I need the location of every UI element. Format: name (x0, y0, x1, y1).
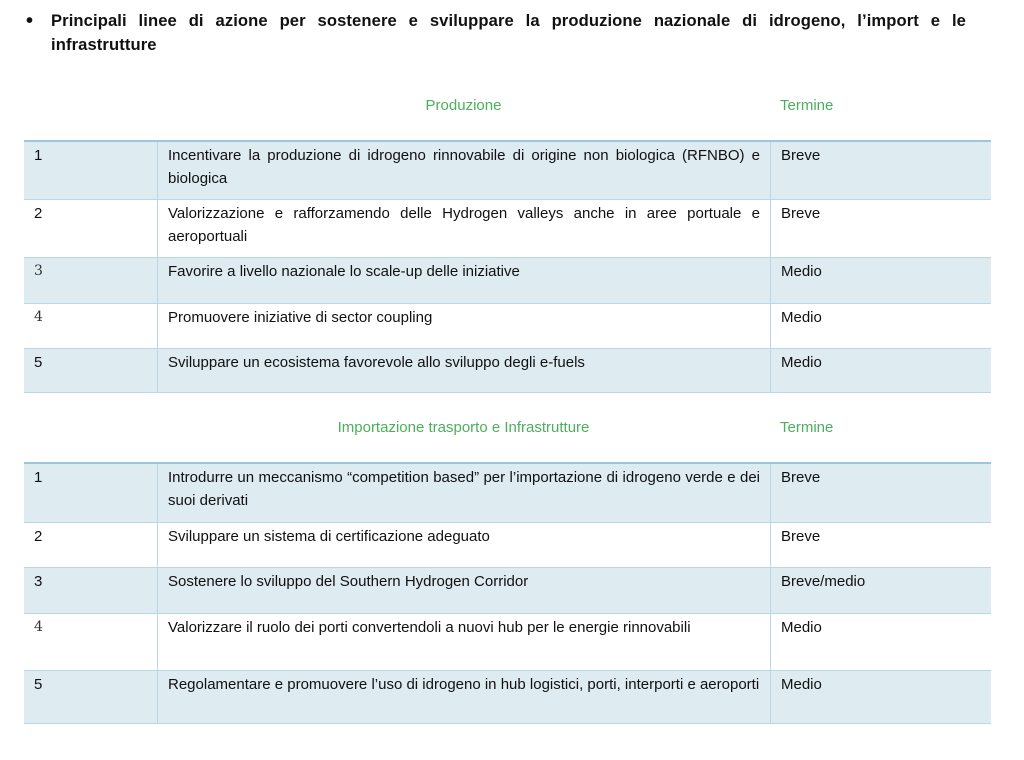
row-term: Breve (771, 141, 992, 199)
row-action: Sviluppare un sistema di certificazione adeguato (158, 522, 771, 567)
row-term: Breve (771, 199, 992, 257)
section-title: Produzione (425, 97, 502, 114)
row-action: Favorire a livello nazionale lo scale-up delle iniziative (158, 257, 771, 303)
row-term: Medio (771, 303, 992, 348)
row-number: 2 (24, 199, 158, 257)
term-header: Termine (780, 97, 834, 114)
row-action: Sviluppare un ecosistema favorevole allo sviluppo degli e-fuels (158, 348, 771, 392)
table-produzione (24, 140, 991, 393)
row-number: 3 (24, 257, 158, 303)
row-term: Medio (771, 348, 992, 392)
table-row (24, 348, 991, 392)
table-row (24, 199, 991, 257)
section-header-produzione (24, 97, 991, 121)
row-number: 5 (24, 348, 158, 392)
heading (26, 9, 966, 57)
row-number: 5 (24, 670, 158, 723)
term-header: Termine (780, 419, 834, 436)
row-term: Breve (771, 463, 992, 522)
table-row (24, 257, 991, 303)
row-action: Valorizzare il ruolo dei porti convertendoli a nuovi hub per le energie rinnovabili (158, 613, 771, 670)
table-row (24, 670, 991, 723)
row-number: 4 (24, 303, 158, 348)
bullet-icon: • (26, 10, 34, 32)
row-term: Medio (771, 257, 992, 303)
section-header-importazione (24, 419, 991, 443)
row-number: 1 (24, 463, 158, 522)
table-row (24, 463, 991, 522)
row-term: Breve/medio (771, 567, 992, 613)
row-term: Breve (771, 522, 992, 567)
row-number: 1 (24, 141, 158, 199)
row-number: 4 (24, 613, 158, 670)
table-row (24, 567, 991, 613)
row-number: 2 (24, 522, 158, 567)
row-number: 3 (24, 567, 158, 613)
row-action: Valorizzazione e rafforzamendo delle Hydrogen valleys anche in aree portuale e aeroportuali (158, 199, 771, 257)
row-action: Sostenere lo sviluppo del Southern Hydrogen Corridor (158, 567, 771, 613)
table-row (24, 141, 991, 199)
table-row (24, 303, 991, 348)
row-action: Promuovere iniziative di sector coupling (158, 303, 771, 348)
row-action: Introdurre un meccanismo “competition based” per l’importazione di idrogeno verde e dei suoi derivati (158, 463, 771, 522)
table-importazione (24, 462, 991, 724)
row-action: Incentivare la produzione di idrogeno rinnovabile di origine non biologica (RFNBO) e biologica (158, 141, 771, 199)
heading-text: Principali linee di azione per sostenere e sviluppare la produzione nazionale di idrogeno, l’import e le infrastrutture (51, 11, 966, 54)
row-term: Medio (771, 613, 992, 670)
row-term: Medio (771, 670, 992, 723)
section-title: Importazione trasporto e Infrastrutture (337, 419, 590, 436)
row-action: Regolamentare e promuovere l’uso di idrogeno in hub logistici, porti, interporti e aeroporti (158, 670, 771, 723)
table-row (24, 522, 991, 567)
table-row (24, 613, 991, 670)
